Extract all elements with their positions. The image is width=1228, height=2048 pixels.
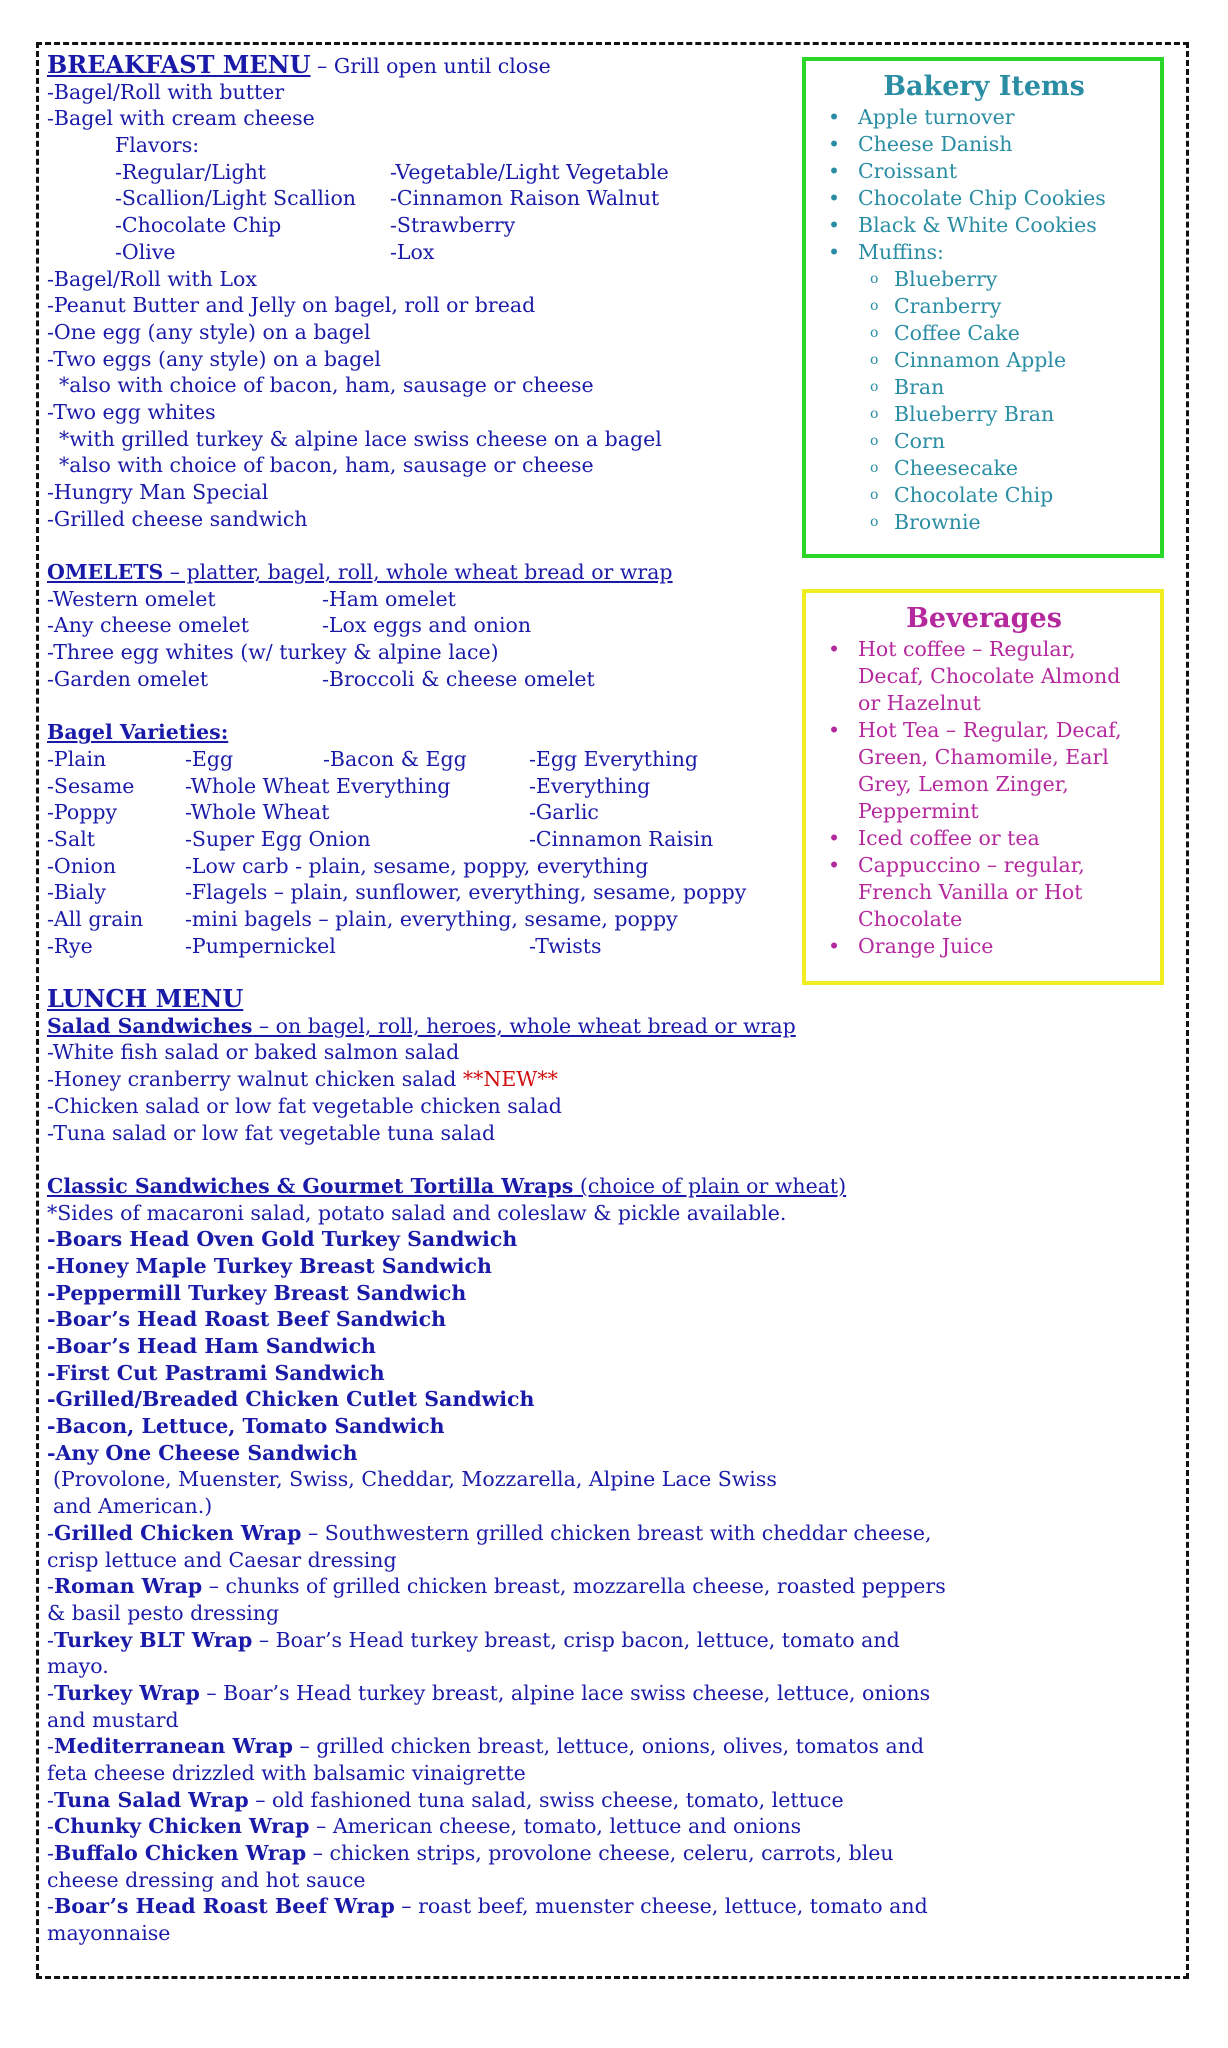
wrap-name: Chunky Chicken Wrap xyxy=(53,1814,310,1839)
omelets-heading: OMELETS xyxy=(47,560,164,585)
bagel: -Rye xyxy=(47,933,93,958)
bagel: -Whole Wheat xyxy=(185,800,330,825)
classic-heading-note: (choice of plain or wheat) xyxy=(573,1173,847,1198)
beverage-item: • Orange Juice xyxy=(858,933,1140,960)
omelet: -Garden omelet xyxy=(47,666,209,691)
muffin-item: o Bran xyxy=(894,374,1140,401)
bagel: -Super Egg Onion xyxy=(185,826,371,851)
menu-item: -Two eggs (any style) on a bagel xyxy=(47,346,381,371)
beverages-box xyxy=(802,589,1164,985)
menu-item: -Bagel with cream cheese xyxy=(47,106,315,131)
beverages-list xyxy=(828,636,1140,960)
new-badge: **NEW** xyxy=(462,1067,558,1092)
flavor: -Scallion/Light Scallion xyxy=(115,186,357,211)
wrap-desc: crisp lettuce and Caesar dressing xyxy=(47,1547,397,1572)
wrap-desc: – chunks of grilled chicken breast, mozzarella cheese, roasted peppers xyxy=(202,1574,946,1599)
omelets-heading-note: – platter, bagel, roll, whole wheat bread or wrap xyxy=(163,560,673,585)
classic-heading-line xyxy=(47,1173,1047,1200)
breakfast-heading-note: – Grill open until close xyxy=(310,54,551,78)
bagel: -Egg xyxy=(185,746,234,771)
menu-item: -Bagel/Roll with butter xyxy=(47,79,285,104)
flavor: -Olive xyxy=(115,239,176,264)
wrap-item: -Chunky Chicken Wrap – American cheese, tomato, lettuce and onions xyxy=(47,1814,802,1839)
wrap-desc: – grilled chicken breast, lettuce, onions, olives, tomatos and xyxy=(292,1734,925,1759)
menu-item: -Grilled cheese sandwich xyxy=(47,506,308,531)
menu-item: -Two egg whites xyxy=(47,399,216,424)
wrap-desc: and mustard xyxy=(47,1707,179,1732)
muffin-item: o Cranberry xyxy=(894,293,1140,320)
wrap-name: Buffalo Chicken Wrap xyxy=(53,1841,307,1866)
omelet: -Any cheese omelet xyxy=(47,613,249,638)
muffin-item: o Cinnamon Apple xyxy=(894,347,1140,374)
wrap-item: -Mediterranean Wrap – grilled chicken breast, lettuce, onions, olives, tomatos and feta cheese drizzled with balsamic vinaigrette xyxy=(47,1733,1047,1786)
menu-item: -Tuna salad or low fat vegetable tuna salad xyxy=(47,1120,496,1145)
menu-item-text: -Honey cranberry walnut chicken salad xyxy=(47,1067,463,1092)
menu-item: -Chicken salad or low fat vegetable chicken salad xyxy=(47,1093,562,1118)
bagel: -Flagels – plain, sunflower, everything, sesame, poppy xyxy=(185,880,747,905)
wrap-name: Boar’s Head Roast Beef Wrap xyxy=(53,1894,395,1919)
flavor: -Strawberry xyxy=(390,213,516,238)
wrap-desc: mayo. xyxy=(47,1654,109,1679)
bagel: -Bacon & Egg xyxy=(323,746,467,771)
bagel: -Salt xyxy=(47,826,95,851)
salad-heading: Salad Sandwiches xyxy=(47,1013,253,1038)
wrap-item: -Grilled Chicken Wrap – Southwestern grilled chicken breast with cheddar cheese, crisp lettuce and Caesar dressing xyxy=(47,1520,1047,1573)
cheese-note: and American.) xyxy=(53,1494,213,1519)
wrap-desc: – roast beef, muenster cheese, lettuce, tomato and xyxy=(394,1894,928,1919)
classic-heading: Classic Sandwiches & Gourmet Tortilla Wraps xyxy=(47,1173,574,1198)
salad-heading-line xyxy=(47,1013,1047,1040)
wrap-name: Roman Wrap xyxy=(53,1574,203,1599)
muffin-item: o Blueberry Bran xyxy=(894,401,1140,428)
muffin-item: o Cheesecake xyxy=(894,455,1140,482)
wrap-desc: cheese dressing and hot sauce xyxy=(47,1867,366,1892)
beverage-item: • Iced coffee or tea xyxy=(858,825,1140,852)
spacer xyxy=(47,1146,1047,1173)
muffin-item: o Blueberry xyxy=(894,266,1140,293)
sandwich-item: -Boar’s Head Ham Sandwich xyxy=(47,1334,376,1358)
sandwich-item: -Any One Cheese Sandwich xyxy=(47,1440,358,1465)
bakery-item: • Croissant xyxy=(858,158,1140,185)
bakery-item: • Black & White Cookies xyxy=(858,212,1140,239)
flavor: -Regular/Light xyxy=(115,159,267,184)
bagel: -Poppy xyxy=(47,800,118,825)
bakery-title: Bakery Items xyxy=(883,71,1085,102)
beverage-item: • Cappuccino – regular, French Vanilla or Hot Chocolate xyxy=(858,852,1140,933)
menu-note: *with grilled turkey & alpine lace swiss cheese on a bagel xyxy=(59,426,662,451)
bagel: -Garlic xyxy=(529,800,599,825)
bagel: -Plain xyxy=(47,746,107,771)
bagel: -mini bagels – plain, everything, sesame, poppy xyxy=(185,907,678,931)
menu-item: -Peanut Butter and Jelly on bagel, roll or bread xyxy=(47,293,536,318)
wrap-item: -Turkey BLT Wrap – Boar’s Head turkey breast, crisp bacon, lettuce, tomato and mayo. xyxy=(47,1627,1047,1680)
muffins-list xyxy=(858,266,1140,536)
omelets-heading-line xyxy=(47,559,1047,586)
beverages-title: Beverages xyxy=(906,603,1062,634)
bagel: -Low carb - plain, sesame, poppy, everything xyxy=(185,853,649,878)
wrap-item: -Buffalo Chicken Wrap – chicken strips, provolone cheese, celeru, carrots, bleu cheese dressing and hot sauce xyxy=(47,1840,1047,1893)
wrap-item: -Boar’s Head Roast Beef Wrap – roast beef, muenster cheese, lettuce, tomato and mayonnaise xyxy=(47,1893,1047,1946)
sandwich-item: -Peppermill Turkey Breast Sandwich xyxy=(47,1280,467,1305)
beverage-item: • Hot coffee – Regular, Decaf, Chocolate Almond or Hazelnut xyxy=(858,636,1140,717)
wrap-name: Turkey Wrap xyxy=(53,1680,200,1705)
menu-note: *also with choice of bacon, ham, sausage or cheese xyxy=(59,453,594,478)
bakery-box xyxy=(802,57,1164,558)
sandwich-item: -Bacon, Lettuce, Tomato Sandwich xyxy=(47,1414,445,1439)
menu-item: -White fish salad or baked salmon salad xyxy=(47,1040,460,1065)
wrap-desc: – American cheese, tomato, lettuce and onions xyxy=(309,1814,802,1839)
muffin-item: o Corn xyxy=(894,428,1140,455)
wrap-desc: & basil pesto dressing xyxy=(47,1600,280,1625)
menu-item: -Hungry Man Special xyxy=(47,480,269,504)
flavor: -Lox xyxy=(390,239,435,264)
omelet: -Western omelet xyxy=(47,586,216,611)
bagel: -Bialy xyxy=(47,880,106,905)
wrap-desc: feta cheese drizzled with balsamic vinaigrette xyxy=(47,1761,526,1785)
bakery-item: • Cheese Danish xyxy=(858,131,1140,158)
flavor: -Vegetable/Light Vegetable xyxy=(390,159,669,184)
bagel: -Twists xyxy=(529,933,602,958)
menu-item xyxy=(47,1066,1047,1093)
wrap-item: -Tuna Salad Wrap – old fashioned tuna salad, swiss cheese, tomato, lettuce xyxy=(47,1787,844,1812)
menu-item: -One egg (any style) on a bagel xyxy=(47,319,371,344)
sandwich-item: -Boars Head Oven Gold Turkey Sandwich xyxy=(47,1227,518,1252)
flavors-label: Flavors: xyxy=(115,133,200,158)
bakery-item: • Chocolate Chip Cookies xyxy=(858,185,1140,212)
wrap-desc: – Boar’s Head turkey breast, crisp bacon, lettuce, tomato and xyxy=(252,1627,900,1652)
bagel: -Everything xyxy=(529,773,651,798)
bagel: -Onion xyxy=(47,853,117,878)
muffin-item: o Chocolate Chip xyxy=(894,482,1140,509)
bagel: -Whole Wheat Everything xyxy=(185,773,451,798)
muffins-label: Muffins: xyxy=(858,240,944,264)
wrap-desc: – Boar’s Head turkey breast, alpine lace swiss cheese, lettuce, onions xyxy=(199,1680,931,1705)
bagel: -All grain xyxy=(47,907,144,931)
omelet: -Ham omelet xyxy=(322,586,456,611)
bakery-list xyxy=(828,104,1140,536)
bagel: -Cinnamon Raisin xyxy=(529,826,714,851)
wrap-item: -Roman Wrap – chunks of grilled chicken breast, mozzarella cheese, roasted peppers & basil pesto dressing xyxy=(47,1573,1047,1626)
wrap-name: Turkey BLT Wrap xyxy=(53,1627,253,1652)
omelet: -Three egg whites (w/ turkey & alpine lace) xyxy=(47,640,499,665)
flavor: -Chocolate Chip xyxy=(115,213,282,238)
wrap-item: -Turkey Wrap – Boar’s Head turkey breast, alpine lace swiss cheese, lettuce, onions and mustard xyxy=(47,1680,1047,1733)
wrap-name: Grilled Chicken Wrap xyxy=(53,1520,302,1545)
muffin-item: o Brownie xyxy=(894,509,1140,536)
omelet: -Lox eggs and onion xyxy=(322,613,532,638)
breakfast-heading: BREAKFAST MENU xyxy=(47,50,311,79)
wrap-desc: – chicken strips, provolone cheese, celeru, carrots, bleu xyxy=(306,1841,894,1866)
menu-item: -Bagel/Roll with Lox xyxy=(47,266,257,291)
lunch-heading: LUNCH MENU xyxy=(47,984,244,1014)
sandwich-item: -Boar’s Head Roast Beef Sandwich xyxy=(47,1307,446,1332)
wrap-desc: – Southwestern grilled chicken breast with cheddar cheese, xyxy=(301,1520,932,1545)
bakery-item-muffins xyxy=(858,239,1140,536)
bakery-item: • Apple turnover xyxy=(858,104,1140,131)
bagel: -Egg Everything xyxy=(529,746,699,771)
wrap-name: Tuna Salad Wrap xyxy=(53,1787,249,1812)
sandwich-item: -First Cut Pastrami Sandwich xyxy=(47,1360,385,1385)
menu-note: *also with choice of bacon, ham, sausage or cheese xyxy=(59,373,594,398)
wrap-desc: mayonnaise xyxy=(47,1921,171,1946)
flavor: -Cinnamon Raison Walnut xyxy=(390,186,660,211)
muffin-item: o Coffee Cake xyxy=(894,320,1140,347)
sandwich-item: -Grilled/Breaded Chicken Cutlet Sandwich xyxy=(47,1387,535,1412)
bagel: -Pumpernickel xyxy=(185,933,336,958)
cheese-note: (Provolone, Muenster, Swiss, Cheddar, Mozzarella, Alpine Lace Swiss xyxy=(53,1467,777,1492)
sides-note: *Sides of macaroni salad, potato salad and coleslaw & pickle available. xyxy=(47,1200,787,1225)
omelet: -Broccoli & cheese omelet xyxy=(322,666,595,691)
wrap-name: Mediterranean Wrap xyxy=(53,1734,293,1759)
wrap-desc: – old fashioned tuna salad, swiss cheese, tomato, lettuce xyxy=(248,1787,844,1812)
bagel-varieties-heading: Bagel Varieties: xyxy=(47,720,229,745)
bagel: -Sesame xyxy=(47,773,135,798)
beverage-item: • Hot Tea – Regular, Decaf, Green, Chamomile, Earl Grey, Lemon Zinger, Peppermint xyxy=(858,717,1140,825)
salad-heading-note: – on bagel, roll, heroes, whole wheat bread or wrap xyxy=(252,1013,796,1038)
sandwich-item: -Honey Maple Turkey Breast Sandwich xyxy=(47,1253,492,1278)
